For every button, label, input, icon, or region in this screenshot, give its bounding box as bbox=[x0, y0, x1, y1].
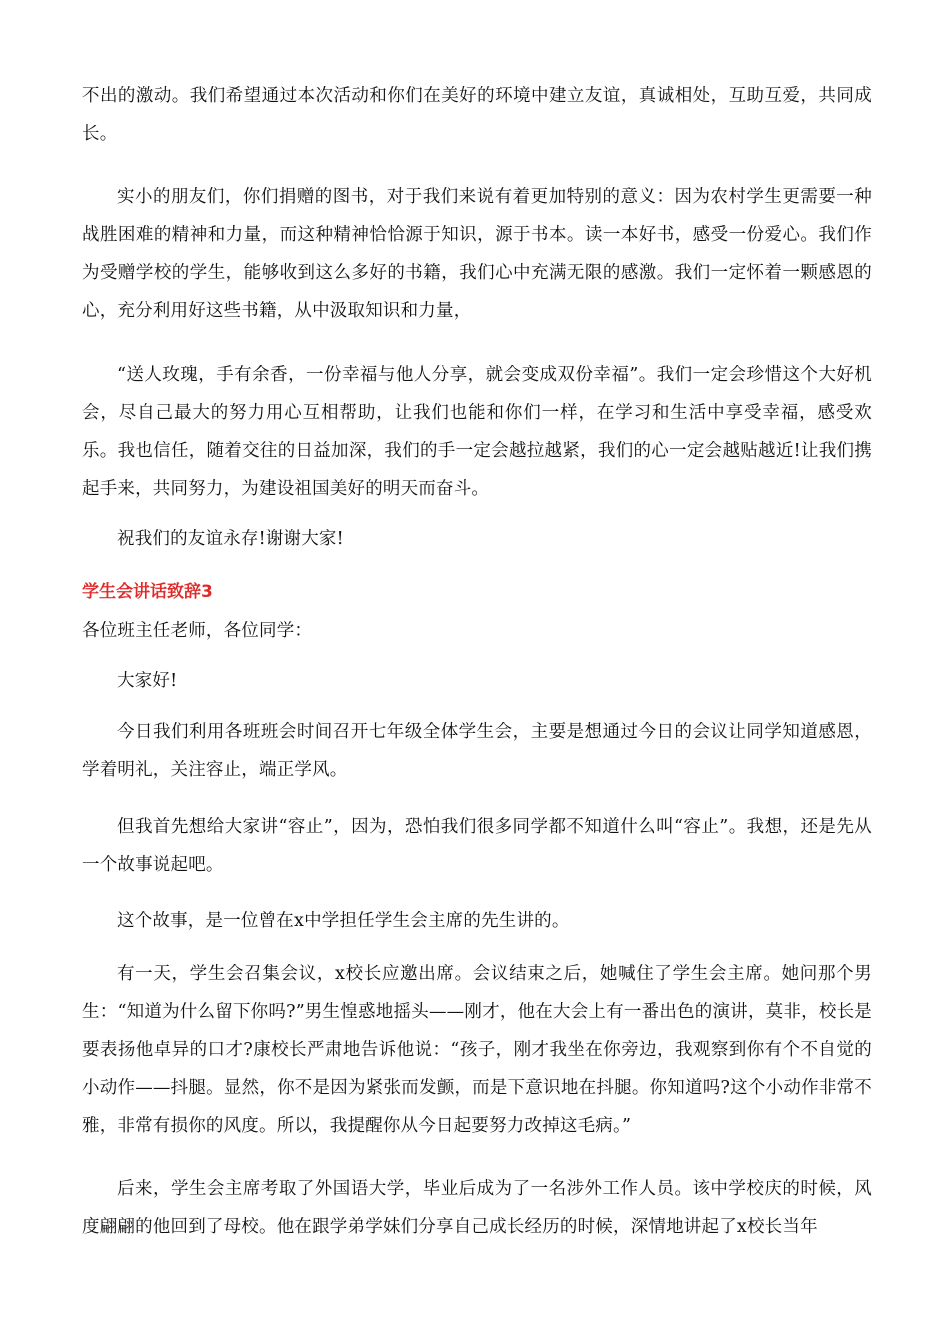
paragraph-farewell: 祝我们的友谊永存!谢谢大家! bbox=[117, 529, 344, 549]
paragraph-meeting-purpose: 今日我们利用各班班会时间召开七年级全体学生会，主要是想通过今日的会议让同学知道感恩，学着明礼，关注容止，端正学风。 bbox=[82, 722, 872, 780]
paragraph-story: 有一天，学生会召集会议，x校长应邀出席。会议结束之后，她喊住了学生会主席。她问那个男生：“知道为什么留下你吗?”男生惶惑地摇头——刚才，他在大会上有一番出色的演讲，莫非，校长是要表扬他卓异的口才?康校长严肃地告诉他说：“孩子，刚才我坐在你旁边，我观察到你有个不自觉的小动作——抖腿。显然，你不是因为紧张而发颤，而是下意识地在抖腿。你知道吗?这个小动作非常不雅，非常有损你的风度。所以，我提醒你从今日起要努力改掉这毛病。” bbox=[82, 964, 872, 1136]
paragraph-books-meaning: 实小的朋友们，你们捐赠的图书，对于我们来说有着更加特别的意义：因为农村学生更需要一种战胜困难的精神和力量，而这种精神恰恰源于知识，源于书本。读一本好书，感受一份爱心。我们作为受赠学校的学生，能够收到这么多好的书籍，我们心中充满无限的感激。我们一定怀着一颗感恩的心，充分利用好这些书籍，从中汲取知识和力量， bbox=[82, 187, 872, 321]
paragraph-roses-quote: “送人玫瑰，手有余香，一份幸福与他人分享，就会变成双份幸福”。我们一定会珍惜这个大好机会，尽自己最大的努力用心互相帮助，让我们也能和你们一样，在学习和生活中享受幸福，感受欢乐。我也信任，随着交往的日益加深，我们的手一定会越拉越紧，我们的心一定会越贴越近!让我们携起手来，共同努力，为建设祖国美好的明天而奋斗。 bbox=[82, 365, 872, 499]
paragraph-rongzhi-intro: 但我首先想给大家讲“容止”，因为，恐怕我们很多同学都不知道什么叫“容止”。我想，还是先从一个故事说起吧。 bbox=[82, 817, 872, 875]
salutation: 各位班主任老师，各位同学： bbox=[82, 621, 313, 641]
paragraph-later: 后来，学生会主席考取了外国语大学，毕业后成为了一名涉外工作人员。该中学校庆的时候，风度翩翩的他回到了母校。他在跟学弟学妹们分享自己成长经历的时候，深情地讲起了x校长当年 bbox=[82, 1179, 872, 1237]
paragraph-greeting: 大家好! bbox=[117, 671, 178, 691]
paragraph-story-source: 这个故事，是一位曾在x中学担任学生会主席的先生讲的。 bbox=[117, 911, 570, 931]
section-heading: 学生会讲话致辞3 bbox=[82, 582, 213, 602]
paragraph-closing-continued: 不出的激动。我们希望通过本次活动和你们在美好的环境中建立友谊，真诚相处，互助互爱，共同成长。 bbox=[82, 86, 872, 144]
